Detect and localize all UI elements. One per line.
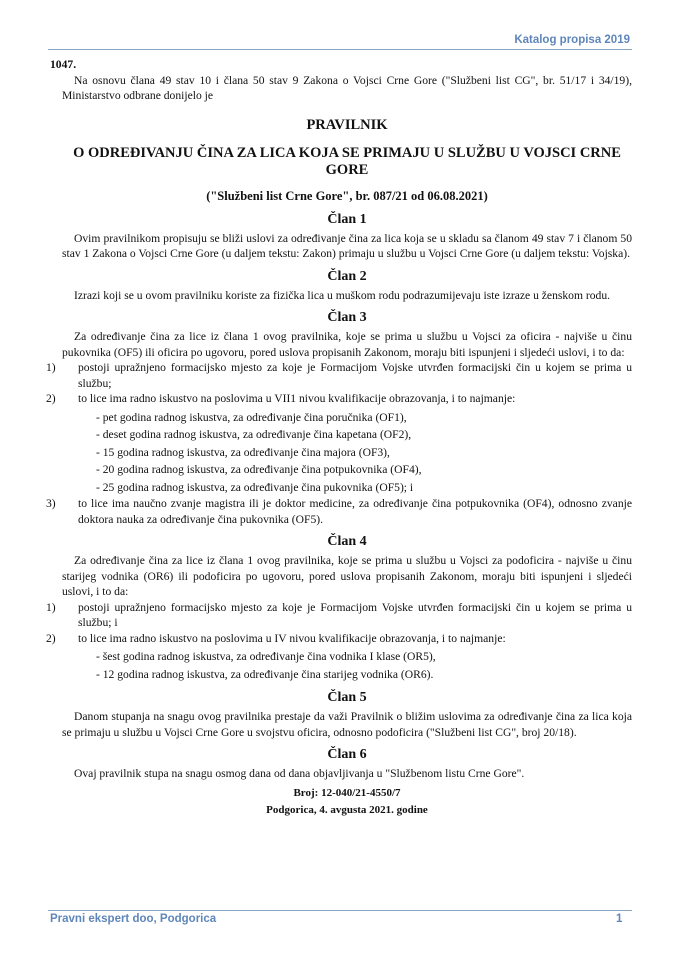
article-4-item-2 [46, 631, 632, 647]
page-number: 1 [616, 913, 623, 925]
article-3-item-3 [46, 496, 632, 527]
list-item: - 20 godina radnog iskustva, za određivanje čina potpukovnika (OF4), [96, 463, 422, 476]
list-item: - 15 godina radnog iskustva, za određivanje čina majora (OF3), [96, 445, 390, 459]
article-4-heading: Član 4 [327, 534, 367, 549]
intro-paragraph: Na osnovu člana 49 stav 10 i člana 50 stav 9 Zakona o Vojsci Crne Gore ("Službeni list CG", br. 51/17 i 34/19), Ministarstvo odbrane donijelo je [62, 73, 632, 102]
article-3-text: Za određivanje čina za lice iz člana 1 ovog pravilnika, koje se prima u službu u Vojsci za oficira - najviše u činu pukovnika (OF5) ili oficira po ugovoru, pored uslova propisanih Zakonom, moraju biti ispunjeni i sljedeći uslovi, i to da: [62, 330, 632, 359]
item-marker: 1) [46, 600, 56, 614]
document-subtitle: O ODREĐIVANJU ČINA ZA LICA KOJA SE PRIMAJU U SLUŽBU U VOJSCI CRNE GORE [73, 145, 621, 178]
list-item: - 12 godina radnog iskustva, za određivanje čina starijeg vodnika (OR6). [96, 667, 434, 681]
item-text: to lice ima naučno zvanje magistra ili je doktor medicine, za određivanje čina potpukovnika (OF4), odnosno zvanje doktora nauka za određivanje čina pukovnika (OF5). [78, 497, 632, 526]
document-reference-number: Broj: 12-040/21-4550/7 [293, 786, 401, 799]
article-3-sublist [62, 409, 632, 497]
article-3-item-1 [46, 360, 632, 391]
item-text: to lice ima radno iskustvo na poslovima u IV nivou kvalifikacije obrazovanja, i to najmanje: [78, 631, 506, 645]
article-5-text: Danom stupanja na snagu ovog pravilnika prestaje da važi Pravilnik o bližim uslovima za određivanje čina za lica koja se primaju u službu u Vojsci Crne Gore u svojstvu oficira, odnosno podoficira ("Službeni list CG", broj 20/18). [62, 710, 632, 739]
article-2-text: Izrazi koji se u ovom pravilniku koriste za fizička lica u muškom rodu podrazumijevaju iste izraze u ženskom rodu. [74, 288, 611, 302]
article-2-heading: Član 2 [327, 268, 367, 284]
item-marker: 1) [46, 361, 56, 374]
item-marker: 2) [46, 392, 56, 405]
item-text: to lice ima radno iskustvo na poslovima u VII1 nivou kvalifikacije obrazovanja, i to najmanje: [78, 392, 516, 405]
article-3-item-2 [46, 391, 632, 407]
footer-divider [48, 910, 632, 911]
footer-publisher: Pravni ekspert doo, Podgorica [50, 913, 217, 925]
list-item: - deset godina radnog iskustva, za određivanje čina kapetana (OF2), [96, 428, 412, 441]
item-marker: 3) [46, 497, 56, 510]
article-6-heading: Član 6 [327, 747, 367, 762]
list-item: - pet godina radnog iskustva, za određivanje čina poručnika (OF1), [96, 410, 407, 424]
article-3-heading: Član 3 [327, 310, 367, 325]
item-text: postoji upražnjeno formacijsko mjesto za koje je Formacijom Vojske utvrđen formacijski čin u kojem se prima u službu; i [78, 600, 632, 629]
article-4-sublist [62, 648, 632, 683]
article-5-heading: Član 5 [327, 690, 367, 705]
article-6-text: Ovaj pravilnik stupa na snagu osmog dana od dana objavljivanja u "Službenom listu Crne Gore". [74, 767, 525, 780]
article-4-text: Za određivanje čina za lice iz člana 1 ovog pravilnika, koje se prima u službu u Vojsci za podoficira - najviše u činu starijeg vodnika (OR6) ili podoficira po ugovoru, pored uslova propisanih Zakonom, moraju biti ispunjeni i sljedeći uslovi, i to da: [62, 554, 632, 598]
document-title: PRAVILNIK [306, 116, 388, 133]
article-1-text: Ovim pravilnikom propisuju se bliži uslovi za određivanje čina za lica koja se u skladu sa članom 49 stav 7 i članom 50 stav 1 Zakona o Vojsci Crne Gore (u daljem tekstu: Zakon) primaju u službu u Vojsci Crne Gore (u daljem tekstu: Vojska). [62, 231, 632, 260]
header-title: Katalog propisa 2019 [514, 34, 630, 46]
page-header [48, 32, 632, 50]
item-text: postoji upražnjeno formacijsko mjesto za koje je Formacijom Vojske utvrđen formacijski čin u kojem se prima u službu; [78, 361, 632, 390]
list-item: - šest godina radnog iskustva, za određivanje čina vodnika I klase (OR5), [96, 650, 436, 663]
list-item: - 25 godina radnog iskustva, za određivanje čina pukovnika (OF5); i [96, 480, 414, 494]
document-number: 1047. [50, 58, 77, 71]
document-body [46, 57, 632, 819]
article-1-heading: Član 1 [327, 211, 367, 227]
item-marker: 2) [46, 631, 56, 645]
place-and-date: Podgorica, 4. avgusta 2021. godine [266, 803, 428, 816]
article-4-item-1 [46, 600, 632, 631]
gazette-reference: ("Službeni list Crne Gore", br. 087/21 od 06.08.2021) [206, 189, 488, 203]
